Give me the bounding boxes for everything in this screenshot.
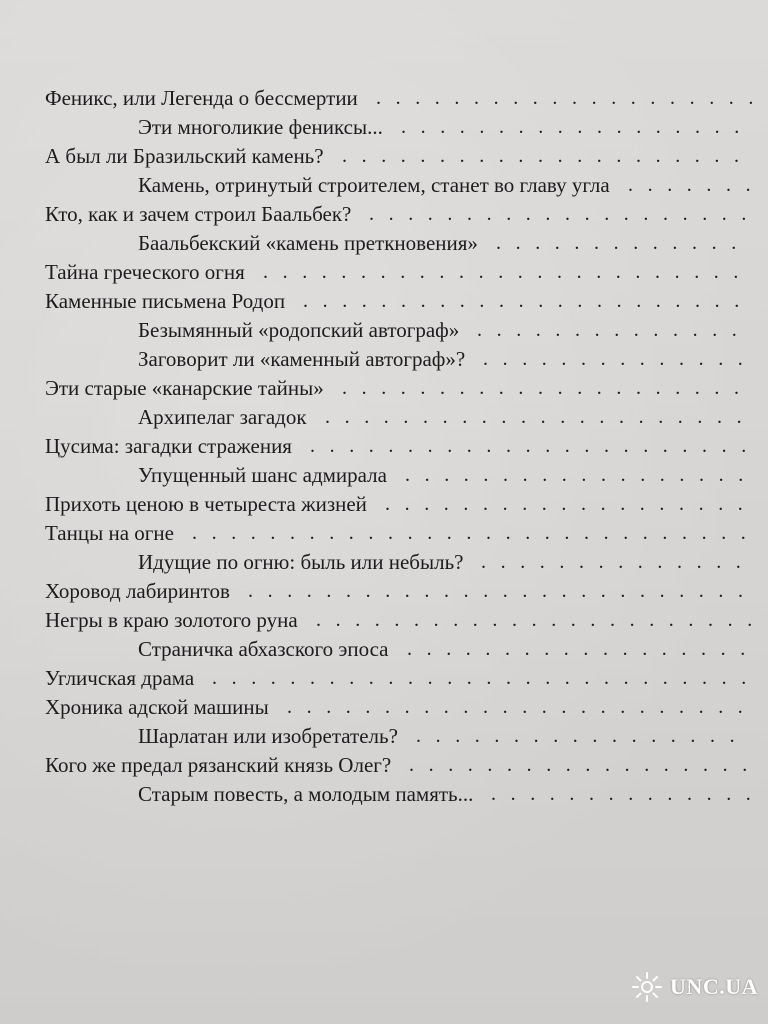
toc-entry-title: Кто, как и зачем строил Баальбек? <box>45 202 352 226</box>
dot-leader: ............................. <box>192 522 761 544</box>
toc-entry-title: Прихоть ценою в четыреста жизней <box>45 492 367 516</box>
toc-entry-title: Заговорит ли «каменный автограф»? <box>138 347 466 371</box>
dot-leader: ............. <box>496 232 751 254</box>
dot-leader: .................. <box>401 116 754 138</box>
dot-leader: ............................ <box>212 667 761 689</box>
dot-leader: .............. <box>481 551 756 573</box>
dot-leader: ........................ <box>287 696 758 718</box>
toc-entry-title: Каменные письмена Родоп <box>45 289 286 313</box>
toc-entry-title: Угличская драма <box>45 666 195 690</box>
toc-entry-title: Эти многоликие фениксы... <box>138 115 383 139</box>
toc-entry <box>0 287 768 316</box>
watermark <box>630 970 758 1004</box>
dot-leader: .............. <box>491 783 766 805</box>
toc-subentry <box>0 635 768 664</box>
toc-entry-title: Старым повесть, а молодым память... <box>138 782 474 806</box>
dot-leader: ....................... <box>303 290 754 312</box>
toc-entry <box>0 84 768 113</box>
table-of-contents <box>0 84 768 809</box>
toc-subentry <box>0 461 768 490</box>
toc-entry-title: Негры в краю золотого руна <box>45 608 298 632</box>
toc-subentry <box>0 229 768 258</box>
toc-subentry <box>0 780 768 809</box>
toc-entry-title: Шарлатан или изобретатель? <box>138 724 398 748</box>
toc-entry-title: Феникс, или Легенда о бессмертии <box>45 86 358 110</box>
dot-leader: ...................... <box>325 406 757 428</box>
toc-entry-title: Хроника адской машины <box>45 695 269 719</box>
dot-leader: .............. <box>477 319 752 341</box>
toc-subentry <box>0 548 768 577</box>
dot-leader: .......................... <box>248 580 758 602</box>
toc-entry <box>0 751 768 780</box>
toc-entry <box>0 664 768 693</box>
toc-entry <box>0 490 768 519</box>
dot-leader: ......................... <box>263 261 753 283</box>
toc-subentry <box>0 403 768 432</box>
toc-entry-title: Архипелаг загадок <box>138 405 307 429</box>
toc-entry-title: Баальбекский «камень преткновения» <box>138 231 478 255</box>
toc-entry <box>0 432 768 461</box>
toc-entry <box>0 693 768 722</box>
toc-entry-title: Упущенный шанс адмирала <box>138 463 387 487</box>
toc-entry <box>0 200 768 229</box>
toc-subentry <box>0 113 768 142</box>
toc-entry-title: Безымянный «родопский автограф» <box>138 318 460 342</box>
toc-entry-title: А был ли Бразильский камень? <box>45 144 324 168</box>
toc-entry-title: Хоровод лабиринтов <box>45 579 230 603</box>
dot-leader: .................... <box>369 203 761 225</box>
toc-entry <box>0 519 768 548</box>
toc-subentry <box>0 722 768 751</box>
dot-leader: .................. <box>407 638 760 660</box>
dot-leader: ....................... <box>316 609 767 631</box>
dot-leader: .................. <box>405 464 758 486</box>
dot-leader: ................... <box>385 493 758 515</box>
dot-leader: .................... <box>376 87 768 109</box>
watermark-text: UNC.UA <box>670 974 758 999</box>
dot-leader: ....... <box>628 174 766 196</box>
toc-entry <box>0 606 768 635</box>
toc-entry-title: Кого же предал рязанский князь Олег? <box>45 753 392 777</box>
toc-entry <box>0 374 768 403</box>
dot-leader: ................. <box>416 725 750 747</box>
dot-leader: ....................... <box>310 435 761 457</box>
toc-entry-title: Идущие по огню: быль или небыль? <box>138 550 464 574</box>
toc-entry-title: Танцы на огне <box>45 521 174 545</box>
toc-subentry <box>0 345 768 374</box>
toc-subentry <box>0 171 768 200</box>
toc-entry-title: Камень, отринутый строителем, станет во главу угла <box>138 173 610 197</box>
toc-entry <box>0 577 768 606</box>
sun-icon <box>630 970 664 1004</box>
dot-leader: ..................... <box>342 145 754 167</box>
toc-subentry <box>0 316 768 345</box>
toc-entry-title: Страничка абхазского эпоса <box>138 637 389 661</box>
dot-leader: ..................... <box>342 377 754 399</box>
dot-leader: .............. <box>483 348 758 370</box>
toc-entry-title: Цусима: загадки стражения <box>45 434 292 458</box>
toc-entry-title: Тайна греческого огня <box>45 260 245 284</box>
dot-leader: .................. <box>409 754 762 776</box>
toc-entry <box>0 142 768 171</box>
toc-entry <box>0 258 768 287</box>
toc-entry-title: Эти старые «канарские тайны» <box>45 376 324 400</box>
